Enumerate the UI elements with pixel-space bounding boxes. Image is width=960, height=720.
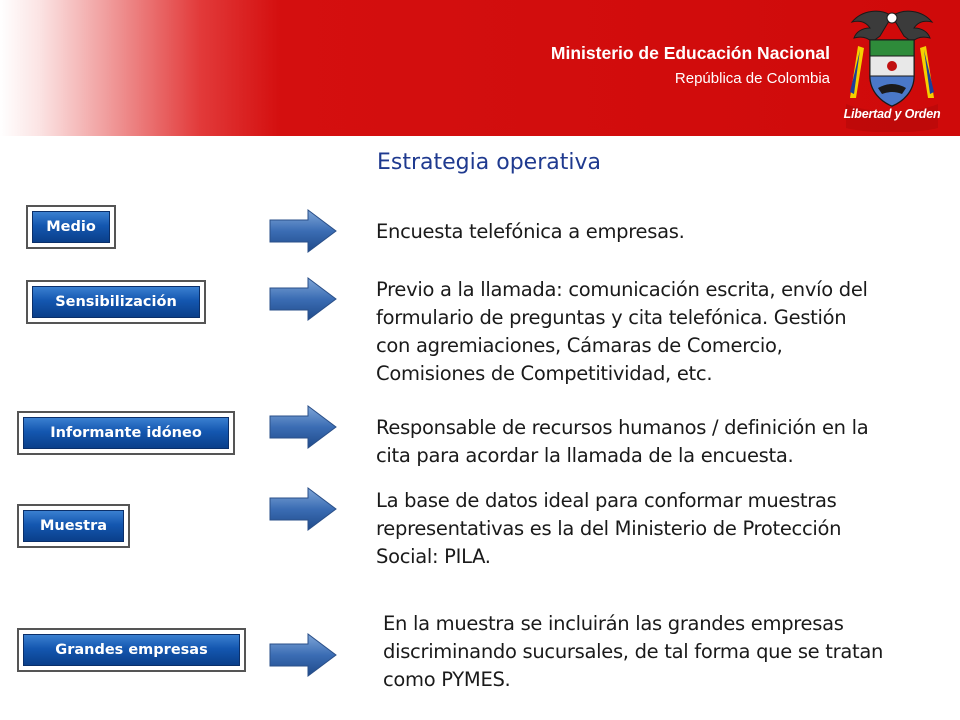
row-sensibilizacion-text: [376, 276, 868, 388]
label-sensibilizacion: [26, 280, 206, 324]
row-grandes-empresas-text: [383, 610, 883, 694]
text-line: Responsable de recursos humanos / definición en la: [376, 416, 869, 439]
row-medio-text: [376, 218, 684, 246]
arrow-right-icon: [268, 404, 338, 450]
text-line: representativas es la del Ministerio de Protección: [376, 517, 842, 540]
row-muestra-text: [376, 487, 841, 571]
text-line: Comisiones de Competitividad, etc.: [376, 362, 713, 385]
label-grandes-empresas-text: Grandes empresas: [23, 634, 240, 666]
text-line: Social: PILA.: [376, 545, 491, 568]
label-muestra: [17, 504, 130, 548]
arrow-right-icon: [268, 276, 338, 322]
arrow-right-icon: [268, 208, 338, 254]
text-line: En la muestra se incluirán las grandes empresas: [383, 612, 844, 635]
text-line: como PYMES.: [383, 668, 511, 691]
label-muestra-text: Muestra: [23, 510, 124, 542]
ministry-name: Ministerio de Educación Nacional: [550, 43, 830, 63]
label-medio: [26, 205, 116, 249]
row-informante-text: [376, 414, 868, 470]
label-medio-text: Medio: [32, 211, 110, 243]
text-line: Encuesta telefónica a empresas.: [376, 220, 685, 243]
slide-title: Estrategia operativa: [377, 150, 601, 175]
text-line: Previo a la llamada: comunicación escrita, envío del: [376, 278, 868, 301]
text-line: cita para acordar la llamada de la encuesta.: [376, 444, 794, 467]
label-sensibilizacion-text: Sensibilización: [32, 286, 200, 318]
text-line: con agremiaciones, Cámaras de Comercio,: [376, 334, 783, 357]
seal-motto: Libertad y Orden: [843, 107, 941, 121]
arrow-right-icon: [268, 486, 338, 532]
arrow-right-icon: [268, 632, 338, 678]
label-informante-text: Informante idóneo: [23, 417, 229, 449]
label-informante: [17, 411, 235, 455]
label-grandes-empresas: [17, 628, 246, 672]
text-line: La base de datos ideal para conformar muestras: [376, 489, 837, 512]
text-line: formulario de preguntas y cita telefónica. Gestión: [376, 306, 847, 329]
text-line: discriminando sucursales, de tal forma que se tratan: [383, 640, 884, 663]
country-name: República de Colombia: [674, 70, 830, 87]
header-banner: [0, 0, 960, 136]
